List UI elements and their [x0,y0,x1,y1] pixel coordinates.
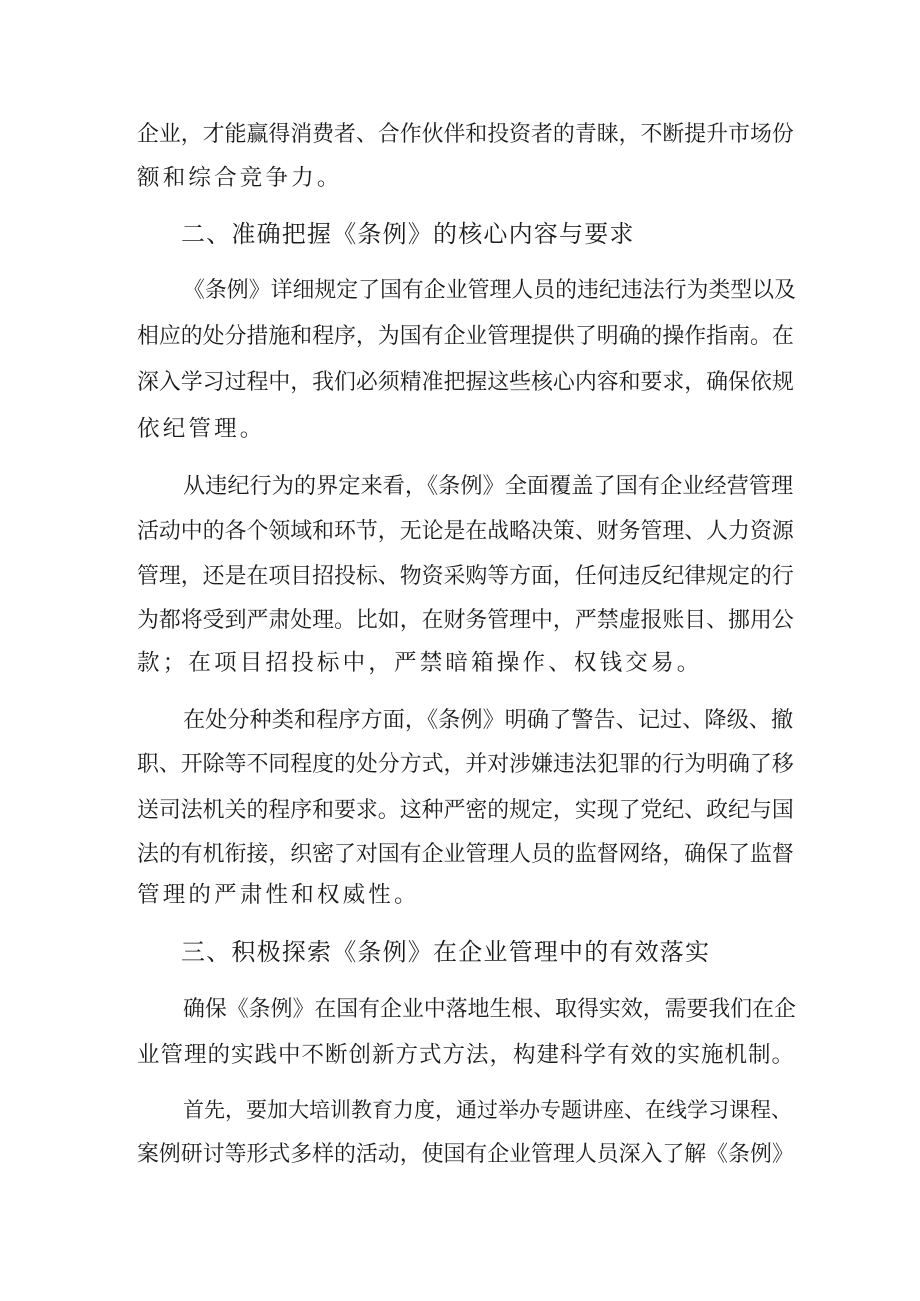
paragraph-line: 在处分种类和程序方面，《条例》明确了警告、记过、降级、撤 [183,707,794,733]
paragraph-line: 首先，要加大培训教育力度，通过举办专题讲座、在线学习课程、 [183,1098,792,1122]
paragraph-line: 活动中的各个领域和环节，无论是在战略决策、财务管理、人力资源 [137,519,794,544]
paragraph-line: 依纪管理。 [137,416,266,442]
paragraph-line: 深入学习过程中，我们必须精准把握这些核心内容和要求，确保依规 [137,370,794,395]
paragraph-line: 确保《条例》在国有企业中落地生根、取得实效，需要我们在企 [183,997,796,1022]
paragraph-line: 送司法机关的程序和要求。这种严密的规定，实现了党纪、政纪与国 [137,798,794,823]
paragraph-line: 从违纪行为的界定来看，《条例》全面覆盖了国有企业经营管理 [183,473,794,499]
section-heading: 三、积极探索《条例》在企业管理中的有效落实 [181,938,711,966]
paragraph-line: 企业，才能赢得消费者、合作伙伴和投资者的青睐，不断提升市场份 [137,122,794,147]
paragraph-line: 业管理的实践中不断创新方式方法，构建科学有效的实施机制。 [137,1042,796,1068]
paragraph-line: 《条例》详细规定了国有企业管理人员的违纪违法行为类型以及 [183,278,796,303]
paragraph-line: 管理，还是在项目招投标、物资采购等方面，任何违反纪律规定的行 [137,564,794,589]
section-heading: 二、准确把握《条例》的核心内容与要求 [181,220,635,248]
paragraph-line: 案例研讨等形式多样的活动，使国有企业管理人员深入了解《条例》 [137,1142,794,1167]
paragraph-line: 相应的处分措施和程序，为国有企业管理提供了明确的操作指南。在 [137,324,794,349]
paragraph-line: 法的有机衔接，织密了对国有企业管理人员的监督网络，确保了监督 [137,842,794,867]
paragraph-line: 为都将受到严肃处理。比如，在财务管理中，严禁虚报账目、挪用公 [137,608,794,633]
paragraph-line: 职、开除等不同程度的处分方式，并对涉嫌违法犯罪的行为明确了移 [137,752,794,777]
paragraph-line: 管理的严肃性和权威性。 [137,882,420,908]
paragraph-line: 额和综合竞争力。 [137,165,343,191]
paragraph-line: 款；在项目招投标中，严禁暗箱操作、权钱交易。 [137,650,703,676]
